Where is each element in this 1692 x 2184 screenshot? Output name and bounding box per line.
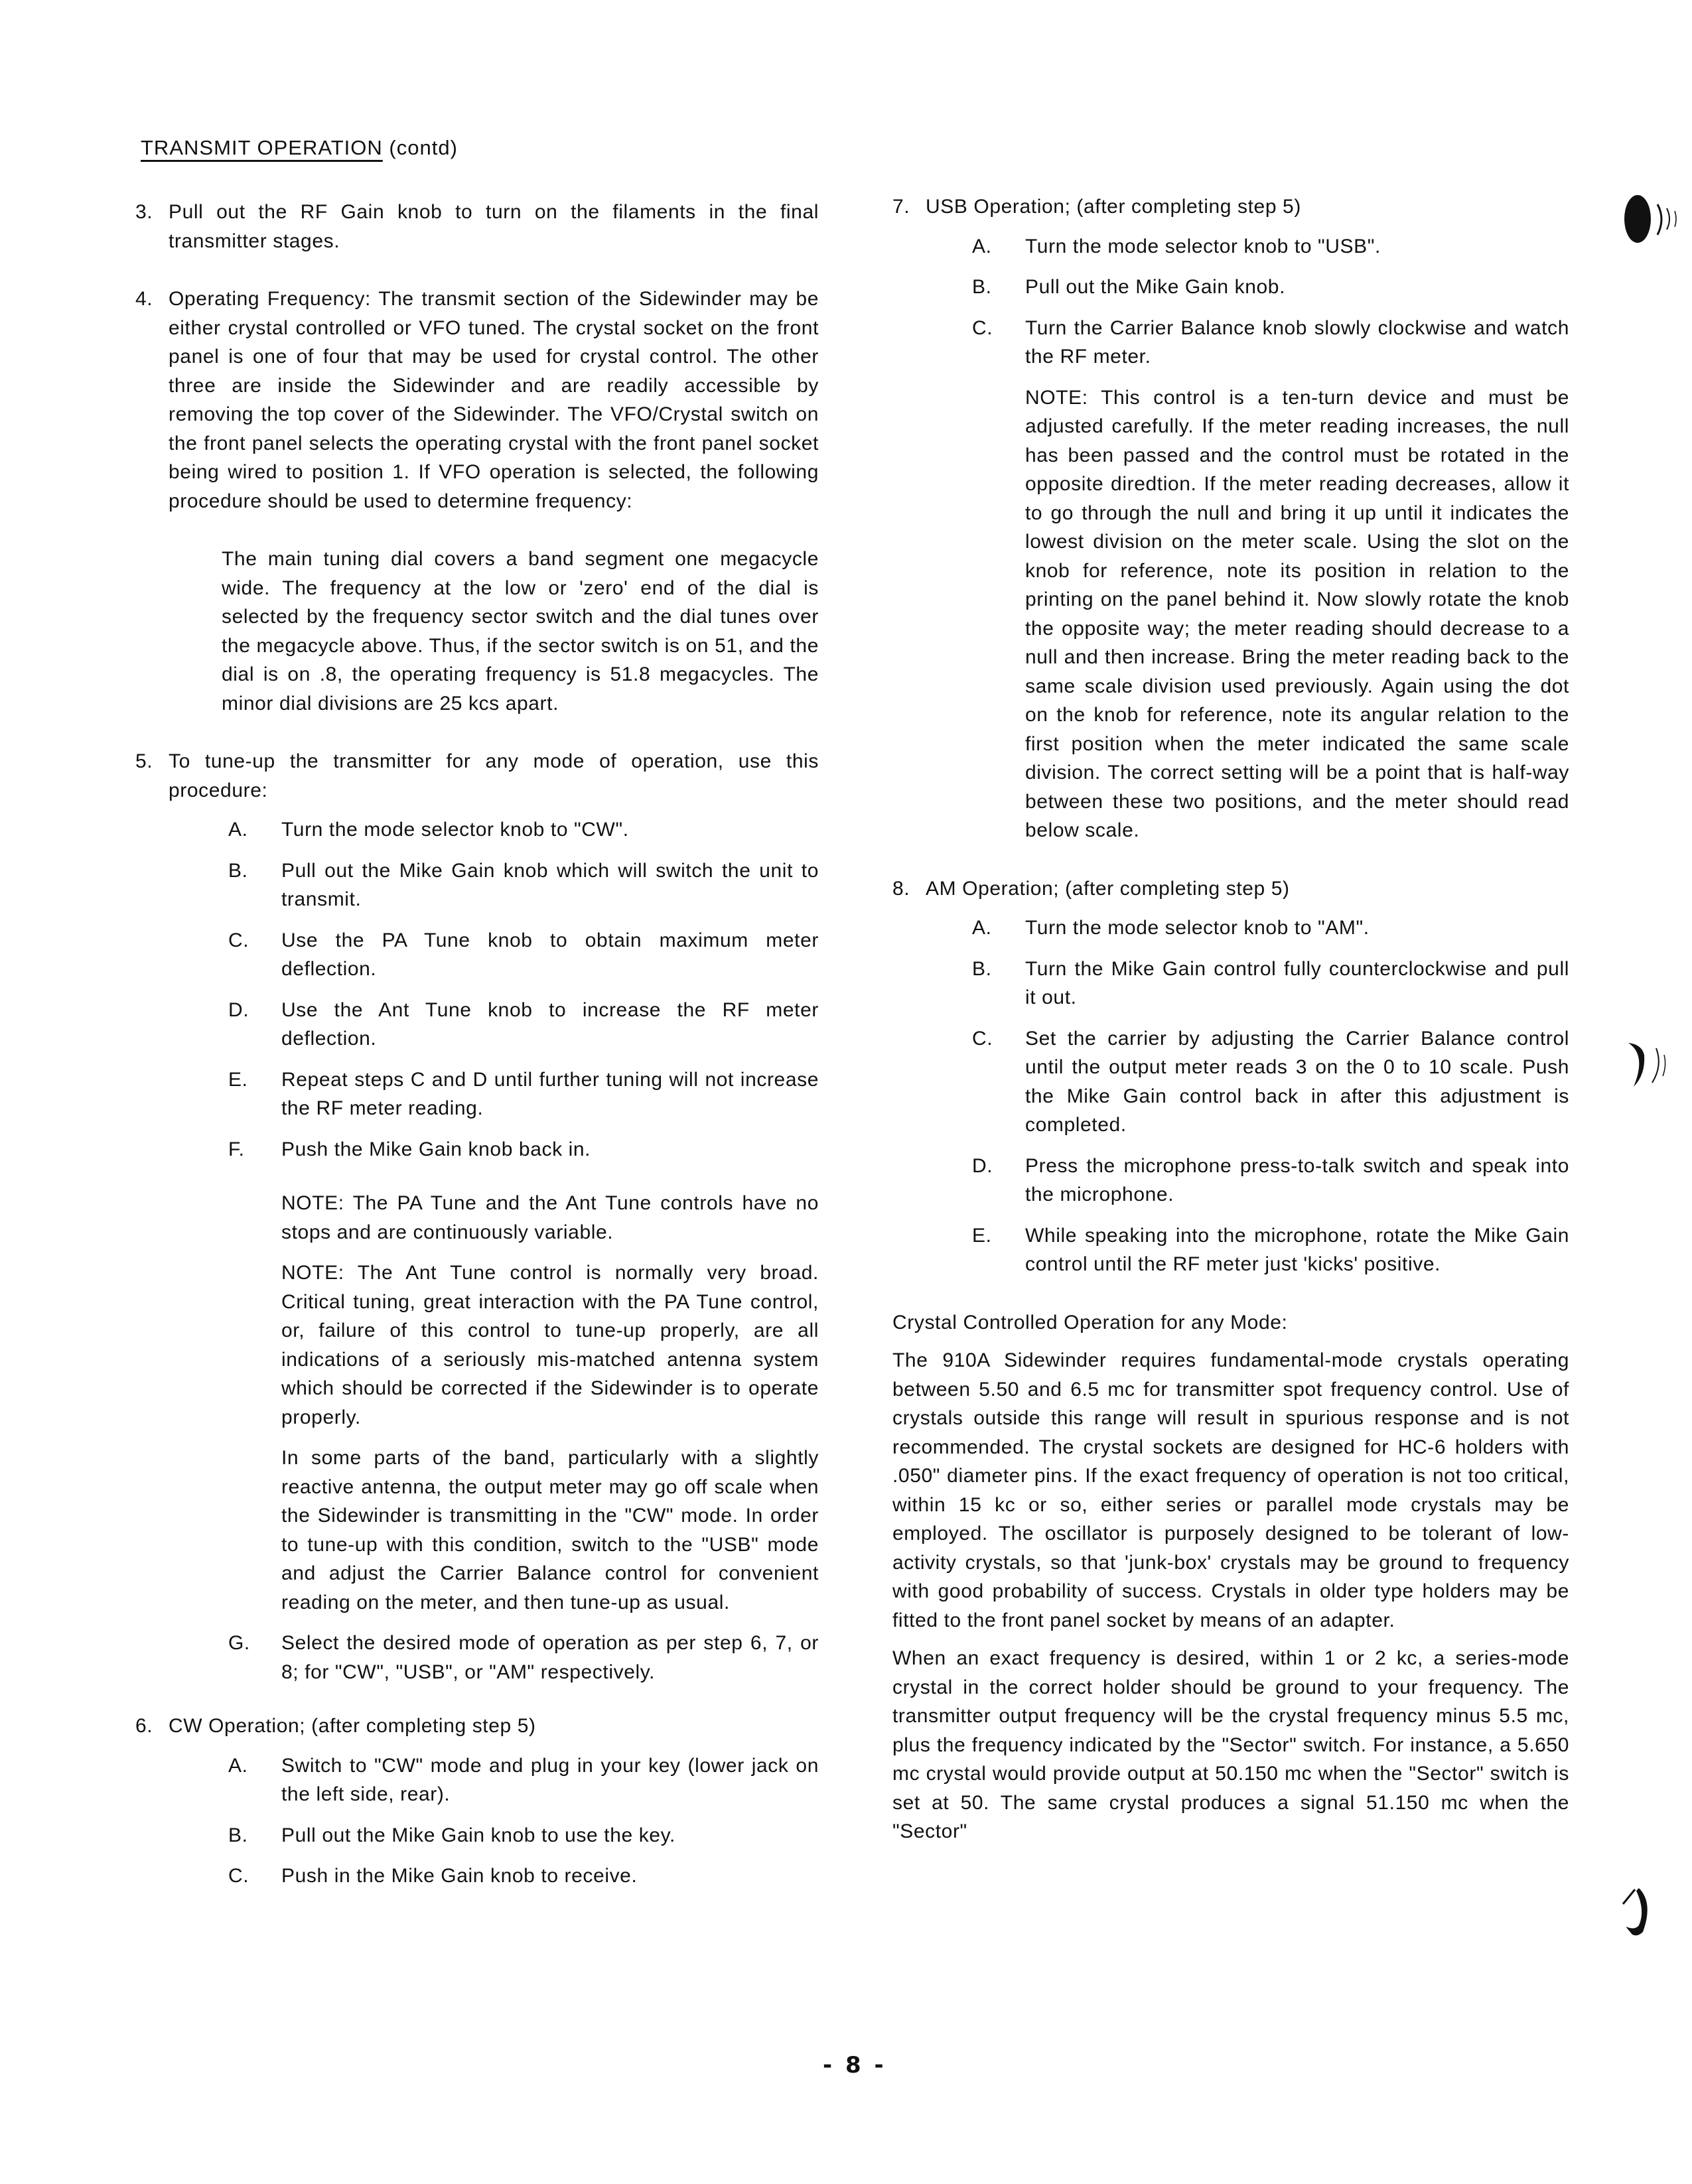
page-number: - 8 -: [823, 2052, 886, 2079]
substep-c: [972, 314, 1569, 372]
step-number: 6.: [135, 1715, 153, 1737]
substep-letter: B.: [972, 276, 992, 298]
substep-text: Repeat steps C and D until further tuning will not increase the RF meter reading.: [281, 1068, 819, 1119]
substep-text: Pull out the Mike Gain knob which will switch the unit to transmit.: [281, 859, 819, 910]
note-pa-ant-tune: NOTE: The PA Tune and the Ant Tune controls have no stops and are continuously variable.: [281, 1192, 819, 1243]
substep-e: [972, 1221, 1569, 1279]
substep-c: [228, 1862, 819, 1891]
substep-a: [972, 232, 1569, 261]
section-title: TRANSMIT OPERATION: [141, 136, 383, 159]
left-column: [135, 198, 819, 1920]
dial-explanation: The main tuning dial covers a band segment one megacycle wide. The frequency at the low or 'zero' end of the dial is selected by the frequency sector switch and the dial tunes over the megacycle above. Thus, if the sector switch is on 51, and the dial is on .8, the operating frequency is 51.8 megacycles. The minor dial divisions are 25 kcs apart.: [222, 548, 819, 715]
substep-letter: B.: [972, 957, 992, 980]
step-text: AM Operation; (after completing step 5): [926, 877, 1290, 900]
substep-letter: C.: [972, 316, 993, 339]
crystal-paragraph-2: When an exact frequency is desired, within 1 or 2 kc, a series-mode crystal in the correct holder should be ground to your frequency. The transmitter output frequency will be the crystal frequency minus 5.5 mc, plus the frequency indicated by the "Sector" switch. For instance, a 5.650 mc crystal would provide output at 50.150 mc when the "Sector" switch is set at 50. The same crystal produces a signal 51.150 mc when the "Sector": [892, 1647, 1569, 1842]
substep-a: [228, 815, 819, 845]
substep-text: Turn the mode selector knob to "AM".: [1025, 917, 1370, 939]
substep-text: Push in the Mike Gain knob to receive.: [281, 1865, 638, 1887]
substep-text: Turn the mode selector knob to "USB".: [1025, 235, 1381, 257]
substep-text: Press the microphone press-to-talk switch and speak into the microphone.: [1025, 1154, 1569, 1205]
substep-letter: A.: [972, 917, 992, 939]
substep-text: Set the carrier by adjusting the Carrier Balance control until the output meter reads 3 on the 0 to 10 scale. Push the Mike Gain control back in after this adjustment is completed.: [1025, 1027, 1569, 1136]
substep-b: [228, 1821, 819, 1850]
step-number: 5.: [135, 750, 153, 772]
substep-text: Turn the Carrier Balance knob slowly clockwise and watch the RF meter.: [1025, 316, 1569, 368]
step-text: USB Operation; (after completing step 5): [926, 196, 1301, 218]
step-text: CW Operation; (after completing step 5): [169, 1715, 536, 1737]
step-number: 3.: [135, 201, 153, 223]
step-7: [892, 192, 1569, 845]
note-ant-tune-broad: NOTE: The Ant Tune control is normally very broad. Critical tuning, great interaction with the PA Tune control, or, failure of this control to tune-up properly, are all indications of a seriously mis-matched antenna system which should be corrected if the Sidewinder is to operate properly.: [281, 1262, 819, 1428]
substep-b: [228, 856, 819, 914]
substep-letter: B.: [228, 859, 248, 882]
step-text: Operating Frequency: The transmit section of the Sidewinder may be either crystal controlled or VFO tuned. The crystal socket on the front panel is one of four that may be used for crystal control. The other three are inside the Sidewinder and are readily accessible by removing the top cover of the Sidewinder. The VFO/Crystal switch on the front panel selects the operating crystal with the front panel socket being wired to position 1. If VFO operation is selected, the following procedure should be used to determine frequency:: [169, 288, 819, 512]
substep-a: [972, 914, 1569, 943]
substep-text: Use the Ant Tune knob to increase the RF meter deflection.: [281, 998, 819, 1050]
step-text: To tune-up the transmitter for any mode of operation, use this procedure:: [169, 750, 819, 801]
substep-b: [972, 273, 1569, 302]
crystal-section-title: Crystal Controlled Operation for any Mode:: [892, 1311, 1288, 1333]
substep-list: [169, 815, 819, 1686]
binder-hole-mark-middle-icon: [1619, 1035, 1679, 1095]
substep-letter: C.: [228, 929, 249, 951]
binder-hole-mark-top-icon: [1619, 192, 1679, 245]
substep-letter: A.: [228, 819, 248, 841]
step-8: [892, 874, 1569, 1279]
substep-letter: F.: [228, 1138, 245, 1160]
substep-letter: E.: [228, 1068, 248, 1091]
substep-text: Pull out the Mike Gain knob.: [1025, 276, 1286, 298]
crystal-paragraph-1: The 910A Sidewinder requires fundamental-mode crystals operating between 5.50 and 6.5 mc for transmitter spot frequency control. Use of crystals outside this range will result in spurious response and is not recommended. The crystal sockets are designed for HC-6 holders with .050" diameter pins. If the exact frequency of operation is not too critical, within 15 kc or so, either series or parallel mode crystals may be employed. The oscillator is purposely designed to be tolerant of low-activity crystals, so that 'junk-box' crystals may be ground to frequency with good probability of success. Crystals in older type holders may be fitted to the front panel socket by means of an adapter.: [892, 1349, 1569, 1631]
substep-letter: D.: [972, 1154, 993, 1177]
substep-letter: C.: [972, 1027, 993, 1050]
substep-letter: D.: [228, 998, 249, 1021]
substep-letter: A.: [972, 235, 992, 257]
substep-text: Turn the Mike Gain control fully counterclockwise and pull it out.: [1025, 957, 1569, 1008]
substep-text: Push the Mike Gain knob back in.: [281, 1138, 591, 1160]
step-number: 4.: [135, 288, 153, 310]
substep-f: [228, 1135, 819, 1164]
substep-b: [972, 955, 1569, 1012]
substep-d: [972, 1152, 1569, 1209]
section-title-suffix: (contd): [389, 136, 458, 159]
step-number: 7.: [892, 196, 910, 218]
step-4: [135, 285, 819, 718]
step-number: 8.: [892, 877, 910, 900]
substep-e: [228, 1065, 819, 1123]
substep-d: [228, 996, 819, 1054]
note-reactive-antenna: In some parts of the band, particularly with a slightly reactive antenna, the output meter may go off scale when the Sidewinder is transmitting in the "CW" mode. In order to tune-up with this condition, switch to the "USB" mode and adjust the Carrier Balance control for convenient reading on the meter, and then tune-up as usual.: [281, 1447, 819, 1613]
substep-text: Use the PA Tune knob to obtain maximum meter deflection.: [281, 929, 819, 980]
step-3: [135, 198, 819, 255]
substep-text: Switch to "CW" mode and plug in your key (lower jack on the left side, rear).: [281, 1754, 819, 1805]
right-column: [892, 192, 1569, 1856]
substep-letter: G.: [228, 1632, 250, 1654]
substep-g: [228, 1629, 819, 1686]
step-text: Pull out the RF Gain knob to turn on the filaments in the final transmitter stages.: [169, 201, 819, 252]
step-6: [135, 1712, 819, 1891]
substep-c: [972, 1024, 1569, 1140]
substep-list: [926, 232, 1569, 845]
substep-text: Pull out the Mike Gain knob to use the key.: [281, 1824, 675, 1846]
substep-list: [926, 914, 1569, 1279]
substep-text: Select the desired mode of operation as per step 6, 7, or 8; for "CW", "USB", or "AM" respectively.: [281, 1632, 819, 1683]
binder-hole-mark-bottom-icon: [1619, 1884, 1665, 1944]
substep-letter: C.: [228, 1865, 249, 1887]
substep-a: [228, 1751, 819, 1809]
page-header: [141, 136, 458, 160]
step-5: [135, 747, 819, 1686]
substep-letter: E.: [972, 1224, 992, 1247]
substep-text: While speaking into the microphone, rotate the Mike Gain control until the RF meter just 'kicks' positive.: [1025, 1224, 1569, 1275]
note-carrier-balance: NOTE: This control is a ten-turn device and must be adjusted carefully. If the meter reading increases, the null has been passed and the control must be rotated in the opposite diredtion. If the meter reading decreases, allow it to go through the null and bring it up until it indicates the lowest division on the meter scale. Using the slot on the knob for reference, note its position in relation to the printing on the panel behind it. Now slowly rotate the knob the opposite way; the meter reading should decrease to a null and then increase. Bring the meter reading back to the same scale division used previously. Again using the dot on the knob for reference, note its angular relation to the first position when the meter indicated the same scale division. The correct setting will be a point that is half-way between these two positions, and the meter should read below scale.: [1025, 386, 1569, 841]
substep-letter: B.: [228, 1824, 248, 1846]
substep-letter: A.: [228, 1754, 248, 1777]
substep-list: [169, 1751, 819, 1891]
substep-text: Turn the mode selector knob to "CW".: [281, 819, 629, 841]
substep-c: [228, 926, 819, 984]
